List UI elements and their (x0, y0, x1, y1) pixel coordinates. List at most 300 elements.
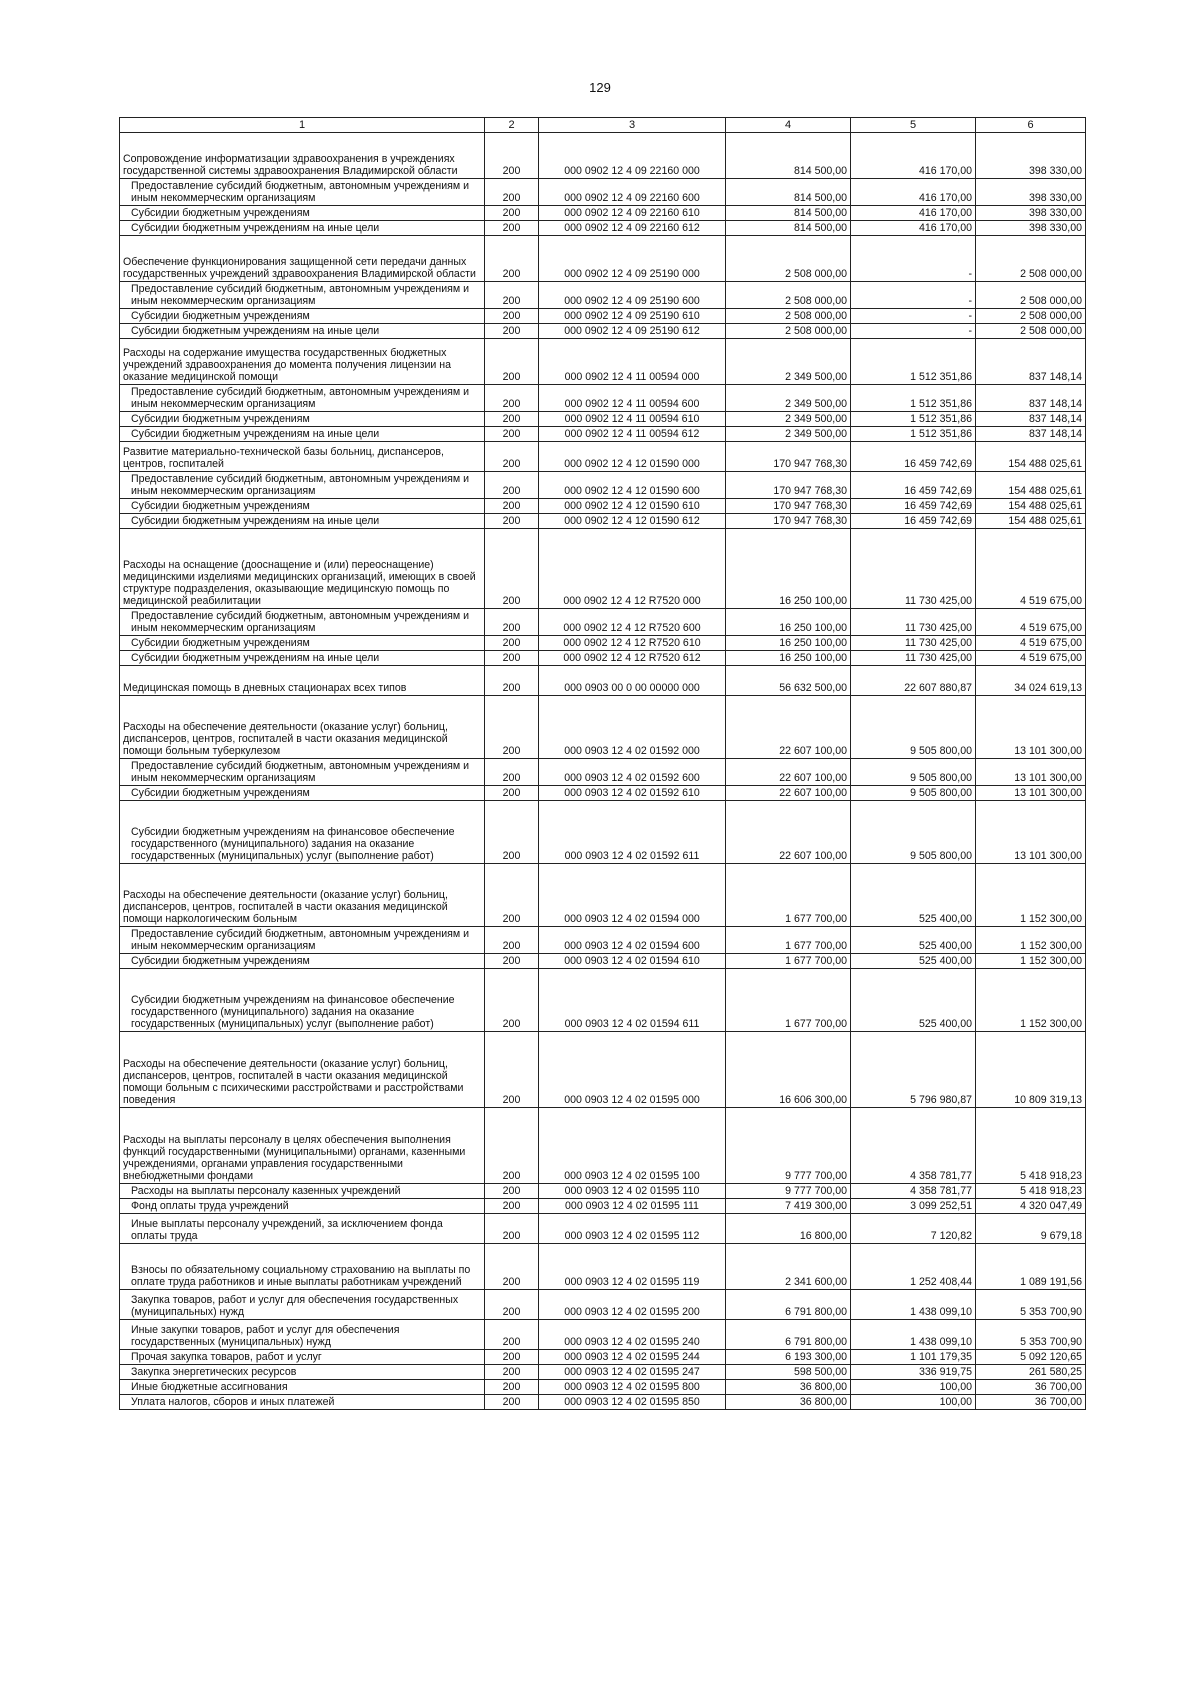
row-admin-code-cell: 200 (485, 412, 539, 427)
row-column-4-cell: 2 508 000,00 (726, 282, 851, 309)
row-column-5-cell: - (851, 309, 976, 324)
row-column-5-cell: 9 505 800,00 (851, 759, 976, 786)
row-classification-code-cell: 000 0903 12 4 02 01595 240 (539, 1320, 726, 1350)
row-column-5-cell: 16 459 742,69 (851, 499, 976, 514)
row-admin-code-cell: 200 (485, 309, 539, 324)
row-admin-code-cell: 200 (485, 927, 539, 954)
row-admin-code-cell: 200 (485, 1395, 539, 1410)
row-column-6-cell: 154 488 025,61 (976, 499, 1086, 514)
table-row (120, 1365, 1086, 1380)
row-classification-code-cell: 000 0903 12 4 02 01595 200 (539, 1290, 726, 1320)
row-classification-code-cell: 000 0903 12 4 02 01595 800 (539, 1380, 726, 1395)
row-admin-code-cell: 200 (485, 472, 539, 499)
row-name-cell: Расходы на обеспечение деятельности (оказание услуг) больниц, диспансеров, центров, госпиталей в части оказания медицинской помощи наркологическим больным (120, 864, 485, 927)
row-name-cell (120, 221, 485, 236)
row-admin-code-cell: 200 (485, 786, 539, 801)
row-column-5-cell: 525 400,00 (851, 954, 976, 969)
row-name-cell (120, 1395, 485, 1410)
table-row (120, 309, 1086, 324)
row-name-text: Предоставление субсидий бюджетным, автономным учреждениям и иным некоммерческим организациям (131, 473, 470, 497)
row-classification-code-cell: 000 0903 12 4 02 01594 610 (539, 954, 726, 969)
table-row (120, 786, 1086, 801)
row-classification-code-cell: 000 0902 12 4 11 00594 000 (539, 339, 726, 385)
row-name-text: Взносы по обязательному социальному страхованию на выплаты по оплате труда работников и иные выплаты работникам учреждений (131, 1264, 471, 1288)
row-column-6-cell: 2 508 000,00 (976, 324, 1086, 339)
row-admin-code-cell: 200 (485, 324, 539, 339)
row-classification-code-cell: 000 0902 12 4 12 R7520 612 (539, 651, 726, 666)
row-name-cell (120, 759, 485, 786)
row-column-6-cell: 4 519 675,00 (976, 636, 1086, 651)
row-name-cell (120, 1350, 485, 1365)
row-column-4-cell: 814 500,00 (726, 221, 851, 236)
row-name-text: Субсидии бюджетным учреждениям на иные цели (131, 652, 380, 664)
row-classification-code-cell: 000 0903 12 4 02 01594 000 (539, 864, 726, 927)
row-name-cell (120, 412, 485, 427)
row-column-5-cell: 9 505 800,00 (851, 801, 976, 864)
row-column-6-cell: 2 508 000,00 (976, 236, 1086, 282)
row-name-text: Субсидии бюджетным учреждениям (131, 637, 310, 649)
row-name-cell (120, 1244, 485, 1290)
row-column-5-cell: - (851, 324, 976, 339)
row-column-5-cell: - (851, 236, 976, 282)
row-name-text: Субсидии бюджетным учреждениям (131, 207, 310, 219)
table-row (120, 221, 1086, 236)
row-name-cell (120, 609, 485, 636)
row-name-text: Предоставление субсидий бюджетным, автономным учреждениям и иным некоммерческим организациям (131, 283, 470, 307)
row-name-text: Субсидии бюджетным учреждениям на иные цели (131, 325, 380, 337)
row-column-4-cell: 22 607 100,00 (726, 759, 851, 786)
row-classification-code-cell: 000 0902 12 4 12 01590 600 (539, 472, 726, 499)
row-column-5-cell: 100,00 (851, 1395, 976, 1410)
row-column-4-cell: 22 607 100,00 (726, 786, 851, 801)
row-classification-code-cell: 000 0902 12 4 09 22160 600 (539, 179, 726, 206)
row-name-cell: Расходы на оснащение (дооснащение и (или) переоснащение) медицинскими изделиями медицинских организаций, имеющих в своей структуре подразделения, оказывающие медицинскую помощь по медицинской реабилитации (120, 529, 485, 609)
row-column-6-cell: 13 101 300,00 (976, 696, 1086, 759)
table-row (120, 529, 1086, 609)
table-row (120, 1244, 1086, 1290)
row-column-4-cell: 2 349 500,00 (726, 412, 851, 427)
table-row (120, 427, 1086, 442)
column-header: 4 (726, 118, 851, 133)
row-column-5-cell: 16 459 742,69 (851, 514, 976, 529)
row-column-6-cell: 837 148,14 (976, 412, 1086, 427)
row-name-text: Закупка товаров, работ и услуг для обеспечения государственных (муниципальных) нужд (131, 1294, 459, 1318)
column-header: 1 (120, 118, 485, 133)
row-admin-code-cell: 200 (485, 282, 539, 309)
row-admin-code-cell: 200 (485, 801, 539, 864)
row-column-6-cell: 2 508 000,00 (976, 282, 1086, 309)
row-column-5-cell: 11 730 425,00 (851, 651, 976, 666)
row-admin-code-cell: 200 (485, 1365, 539, 1380)
row-admin-code-cell: 200 (485, 666, 539, 696)
row-classification-code-cell: 000 0903 12 4 02 01592 000 (539, 696, 726, 759)
row-name-text: Субсидии бюджетным учреждениям (131, 500, 310, 512)
row-column-4-cell: 814 500,00 (726, 133, 851, 179)
row-name-cell (120, 1380, 485, 1395)
row-column-6-cell: 154 488 025,61 (976, 472, 1086, 499)
row-classification-code-cell: 000 0902 12 4 12 01590 610 (539, 499, 726, 514)
row-column-6-cell: 398 330,00 (976, 206, 1086, 221)
row-name-cell (120, 1320, 485, 1350)
row-column-4-cell: 6 193 300,00 (726, 1350, 851, 1365)
row-name-text: Субсидии бюджетным учреждениям на финансовое обеспечение государственного (муниципального) задания на оказание государственных (муниципальных) услуг (выполнение работ) (131, 994, 455, 1030)
row-classification-code-cell: 000 0903 12 4 02 01595 110 (539, 1184, 726, 1199)
page-number: 129 (589, 80, 611, 95)
row-column-5-cell: 416 170,00 (851, 179, 976, 206)
table-row (120, 385, 1086, 412)
row-classification-code-cell: 000 0903 12 4 02 01595 850 (539, 1395, 726, 1410)
row-classification-code-cell: 000 0903 12 4 02 01595 000 (539, 1032, 726, 1108)
row-admin-code-cell: 200 (485, 1199, 539, 1214)
table-row (120, 236, 1086, 282)
row-name-cell (120, 427, 485, 442)
row-column-5-cell: 11 730 425,00 (851, 636, 976, 651)
row-column-5-cell: 16 459 742,69 (851, 442, 976, 472)
row-column-6-cell: 13 101 300,00 (976, 759, 1086, 786)
row-column-5-cell: 416 170,00 (851, 221, 976, 236)
table-row (120, 339, 1086, 385)
row-column-5-cell: 11 730 425,00 (851, 529, 976, 609)
row-column-4-cell: 16 250 100,00 (726, 609, 851, 636)
row-name-cell (120, 786, 485, 801)
row-name-text: Закупка энергетических ресурсов (131, 1366, 297, 1378)
table-row (120, 801, 1086, 864)
row-classification-code-cell: 000 0903 12 4 02 01594 600 (539, 927, 726, 954)
budget-table (119, 117, 1086, 1410)
row-column-5-cell: 5 796 980,87 (851, 1032, 976, 1108)
row-name-cell (120, 1365, 485, 1380)
row-column-6-cell: 5 353 700,90 (976, 1290, 1086, 1320)
row-column-4-cell: 36 800,00 (726, 1380, 851, 1395)
row-name-cell (120, 636, 485, 651)
row-column-5-cell: 525 400,00 (851, 927, 976, 954)
row-column-4-cell: 1 677 700,00 (726, 864, 851, 927)
row-column-6-cell: 398 330,00 (976, 133, 1086, 179)
table-row (120, 954, 1086, 969)
row-name-cell (120, 801, 485, 864)
row-admin-code-cell: 200 (485, 427, 539, 442)
row-column-6-cell: 9 679,18 (976, 1214, 1086, 1244)
row-column-6-cell: 1 152 300,00 (976, 927, 1086, 954)
row-name-cell (120, 514, 485, 529)
row-column-6-cell: 1 152 300,00 (976, 954, 1086, 969)
row-column-4-cell: 814 500,00 (726, 179, 851, 206)
row-name-cell (120, 1214, 485, 1244)
row-column-4-cell: 6 791 800,00 (726, 1290, 851, 1320)
row-name-text: Субсидии бюджетным учреждениям (131, 310, 310, 322)
row-classification-code-cell: 000 0902 12 4 12 01590 000 (539, 442, 726, 472)
table-row (120, 609, 1086, 636)
row-name-cell: Обеспечение функционирования защищенной сети передачи данных государственных учреждений здравоохранения Владимирской области (120, 236, 485, 282)
row-column-5-cell: - (851, 282, 976, 309)
row-column-4-cell: 2 349 500,00 (726, 385, 851, 412)
row-column-4-cell: 9 777 700,00 (726, 1108, 851, 1184)
row-name-text: Иные закупки товаров, работ и услуг для обеспечения государственных (муниципальных) нужд (131, 1324, 400, 1348)
table-row (120, 1320, 1086, 1350)
column-header: 5 (851, 118, 976, 133)
row-column-5-cell: 1 512 351,86 (851, 427, 976, 442)
row-column-4-cell: 36 800,00 (726, 1395, 851, 1410)
row-column-4-cell: 22 607 100,00 (726, 801, 851, 864)
table-row (120, 1184, 1086, 1199)
row-column-6-cell: 154 488 025,61 (976, 442, 1086, 472)
row-admin-code-cell: 200 (485, 339, 539, 385)
row-column-6-cell: 13 101 300,00 (976, 801, 1086, 864)
row-admin-code-cell: 200 (485, 1290, 539, 1320)
row-column-5-cell: 525 400,00 (851, 969, 976, 1032)
row-classification-code-cell: 000 0902 12 4 09 22160 610 (539, 206, 726, 221)
row-admin-code-cell: 200 (485, 1184, 539, 1199)
row-classification-code-cell: 000 0902 12 4 12 01590 612 (539, 514, 726, 529)
row-column-4-cell: 598 500,00 (726, 1365, 851, 1380)
row-column-4-cell: 1 677 700,00 (726, 969, 851, 1032)
table-row (120, 759, 1086, 786)
table-row (120, 696, 1086, 759)
table-row (120, 969, 1086, 1032)
row-classification-code-cell: 000 0902 12 4 09 25190 610 (539, 309, 726, 324)
table-row (120, 179, 1086, 206)
row-classification-code-cell: 000 0902 12 4 11 00594 610 (539, 412, 726, 427)
row-column-5-cell: 1 101 179,35 (851, 1350, 976, 1365)
row-admin-code-cell: 200 (485, 442, 539, 472)
row-classification-code-cell: 000 0903 12 4 02 01592 611 (539, 801, 726, 864)
row-column-4-cell: 814 500,00 (726, 206, 851, 221)
row-column-6-cell: 837 148,14 (976, 427, 1086, 442)
table-row (120, 636, 1086, 651)
row-column-5-cell: 336 919,75 (851, 1365, 976, 1380)
row-column-6-cell: 5 418 918,23 (976, 1184, 1086, 1199)
row-name-cell (120, 472, 485, 499)
row-classification-code-cell: 000 0902 12 4 09 22160 000 (539, 133, 726, 179)
row-column-4-cell: 16 606 300,00 (726, 1032, 851, 1108)
table-row (120, 651, 1086, 666)
row-column-4-cell: 2 508 000,00 (726, 324, 851, 339)
row-admin-code-cell: 200 (485, 1350, 539, 1365)
column-header: 3 (539, 118, 726, 133)
row-name-text: Прочая закупка товаров, работ и услуг (131, 1351, 322, 1363)
row-name-cell (120, 206, 485, 221)
row-admin-code-cell: 200 (485, 385, 539, 412)
row-classification-code-cell: 000 0903 12 4 02 01592 600 (539, 759, 726, 786)
row-column-5-cell: 3 099 252,51 (851, 1199, 976, 1214)
row-name-text: Предоставление субсидий бюджетным, автономным учреждениям и иным некоммерческим организациям (131, 386, 470, 410)
row-column-4-cell: 170 947 768,30 (726, 472, 851, 499)
row-name-text: Субсидии бюджетным учреждениям на иные цели (131, 515, 380, 527)
row-column-4-cell: 2 349 500,00 (726, 427, 851, 442)
row-column-6-cell: 398 330,00 (976, 179, 1086, 206)
table-row (120, 282, 1086, 309)
row-classification-code-cell: 000 0903 12 4 02 01595 119 (539, 1244, 726, 1290)
row-column-4-cell: 2 508 000,00 (726, 236, 851, 282)
row-name-cell (120, 651, 485, 666)
row-admin-code-cell: 200 (485, 759, 539, 786)
row-name-text: Субсидии бюджетным учреждениям (131, 787, 310, 799)
row-column-5-cell: 1 512 351,86 (851, 339, 976, 385)
row-name-cell (120, 969, 485, 1032)
row-name-cell (120, 309, 485, 324)
row-name-text: Субсидии бюджетным учреждениям на иные цели (131, 428, 380, 440)
table-row (120, 1108, 1086, 1184)
table-row (120, 206, 1086, 221)
row-admin-code-cell: 200 (485, 529, 539, 609)
row-classification-code-cell: 000 0902 12 4 11 00594 612 (539, 427, 726, 442)
row-classification-code-cell: 000 0902 12 4 09 25190 000 (539, 236, 726, 282)
row-column-5-cell: 1 512 351,86 (851, 385, 976, 412)
row-admin-code-cell: 200 (485, 206, 539, 221)
row-classification-code-cell: 000 0903 12 4 02 01595 112 (539, 1214, 726, 1244)
table-row (120, 1350, 1086, 1365)
row-column-6-cell: 10 809 319,13 (976, 1032, 1086, 1108)
row-name-cell: Развитие материально-технической базы больниц, диспансеров, центров, госпиталей (120, 442, 485, 472)
row-column-4-cell: 22 607 100,00 (726, 696, 851, 759)
row-admin-code-cell: 200 (485, 1320, 539, 1350)
row-name-text: Субсидии бюджетным учреждениям (131, 413, 310, 425)
row-classification-code-cell: 000 0902 12 4 09 25190 600 (539, 282, 726, 309)
row-column-5-cell: 525 400,00 (851, 864, 976, 927)
row-column-6-cell: 2 508 000,00 (976, 309, 1086, 324)
row-classification-code-cell: 000 0903 12 4 02 01595 111 (539, 1199, 726, 1214)
row-name-cell (120, 179, 485, 206)
row-admin-code-cell: 200 (485, 1244, 539, 1290)
row-name-text: Иные выплаты персоналу учреждений, за исключением фонда оплаты труда (131, 1218, 443, 1242)
column-header: 6 (976, 118, 1086, 133)
row-column-6-cell: 36 700,00 (976, 1395, 1086, 1410)
row-column-6-cell: 5 092 120,65 (976, 1350, 1086, 1365)
row-name-cell (120, 282, 485, 309)
table-row (120, 412, 1086, 427)
table-row (120, 1214, 1086, 1244)
row-column-5-cell: 22 607 880,87 (851, 666, 976, 696)
table-row (120, 442, 1086, 472)
row-name-cell (120, 324, 485, 339)
row-column-5-cell: 416 170,00 (851, 133, 976, 179)
row-admin-code-cell: 200 (485, 969, 539, 1032)
row-classification-code-cell: 000 0902 12 4 11 00594 600 (539, 385, 726, 412)
row-column-5-cell: 9 505 800,00 (851, 696, 976, 759)
row-name-text: Субсидии бюджетным учреждениям на иные цели (131, 222, 380, 234)
column-header-row (120, 118, 1086, 133)
row-classification-code-cell: 000 0902 12 4 12 R7520 610 (539, 636, 726, 651)
row-column-4-cell: 170 947 768,30 (726, 442, 851, 472)
row-admin-code-cell: 200 (485, 221, 539, 236)
row-name-cell: Сопровождение информатизации здравоохранения в учреждениях государственной системы здравоохранения Владимирской области (120, 133, 485, 179)
row-column-6-cell: 837 148,14 (976, 385, 1086, 412)
row-column-6-cell: 34 024 619,13 (976, 666, 1086, 696)
row-name-text: Фонд оплаты труда учреждений (131, 1200, 289, 1212)
row-name-cell (120, 927, 485, 954)
row-column-6-cell: 398 330,00 (976, 221, 1086, 236)
row-column-5-cell: 1 512 351,86 (851, 412, 976, 427)
row-classification-code-cell: 000 0903 12 4 02 01595 100 (539, 1108, 726, 1184)
row-column-4-cell: 2 508 000,00 (726, 309, 851, 324)
row-column-4-cell: 1 677 700,00 (726, 954, 851, 969)
row-name-text: Предоставление субсидий бюджетным, автономным учреждениям и иным некоммерческим организациям (131, 928, 470, 952)
table-row (120, 666, 1086, 696)
row-column-5-cell: 1 438 099,10 (851, 1290, 976, 1320)
row-column-5-cell: 9 505 800,00 (851, 786, 976, 801)
row-column-6-cell: 4 519 675,00 (976, 529, 1086, 609)
row-column-4-cell: 16 800,00 (726, 1214, 851, 1244)
row-classification-code-cell: 000 0903 12 4 02 01595 247 (539, 1365, 726, 1380)
row-admin-code-cell: 200 (485, 1108, 539, 1184)
row-name-text: Предоставление субсидий бюджетным, автономным учреждениям и иным некоммерческим организациям (131, 180, 470, 204)
row-column-6-cell: 261 580,25 (976, 1365, 1086, 1380)
row-column-5-cell: 416 170,00 (851, 206, 976, 221)
row-column-5-cell: 4 358 781,77 (851, 1108, 976, 1184)
row-column-5-cell: 4 358 781,77 (851, 1184, 976, 1199)
table-row (120, 927, 1086, 954)
row-column-6-cell: 4 519 675,00 (976, 609, 1086, 636)
row-name-cell: Медицинская помощь в дневных стационарах всех типов (120, 666, 485, 696)
row-name-text: Расходы на выплаты персоналу казенных учреждений (131, 1185, 401, 1197)
row-classification-code-cell: 000 0902 12 4 09 25190 612 (539, 324, 726, 339)
row-column-4-cell: 56 632 500,00 (726, 666, 851, 696)
row-column-6-cell: 4 519 675,00 (976, 651, 1086, 666)
row-admin-code-cell: 200 (485, 651, 539, 666)
row-column-5-cell: 1 438 099,10 (851, 1320, 976, 1350)
row-classification-code-cell: 000 0903 12 4 02 01595 244 (539, 1350, 726, 1365)
row-name-cell (120, 499, 485, 514)
row-column-4-cell: 170 947 768,30 (726, 514, 851, 529)
row-admin-code-cell: 200 (485, 696, 539, 759)
row-name-cell: Расходы на выплаты персоналу в целях обеспечения выполнения функций государственными (муниципальными) органами, казенными учреждениями, органами управления государственными внебюджетными фондами (120, 1108, 485, 1184)
row-column-6-cell: 5 418 918,23 (976, 1108, 1086, 1184)
row-name-cell: Расходы на обеспечение деятельности (оказание услуг) больниц, диспансеров, центров, госпиталей в части оказания медицинской помощи больным туберкулезом (120, 696, 485, 759)
row-column-4-cell: 170 947 768,30 (726, 499, 851, 514)
row-column-6-cell: 1 152 300,00 (976, 864, 1086, 927)
row-classification-code-cell: 000 0903 12 4 02 01592 610 (539, 786, 726, 801)
row-column-5-cell: 100,00 (851, 1380, 976, 1395)
row-column-5-cell: 11 730 425,00 (851, 609, 976, 636)
row-name-cell (120, 1184, 485, 1199)
row-column-4-cell: 9 777 700,00 (726, 1184, 851, 1199)
row-column-4-cell: 2 349 500,00 (726, 339, 851, 385)
table-row (120, 324, 1086, 339)
row-classification-code-cell: 000 0903 12 4 02 01594 611 (539, 969, 726, 1032)
row-column-4-cell: 16 250 100,00 (726, 651, 851, 666)
row-classification-code-cell: 000 0902 12 4 12 R7520 600 (539, 609, 726, 636)
row-name-text: Субсидии бюджетным учреждениям на финансовое обеспечение государственного (муниципального) задания на оказание государственных (муниципальных) услуг (выполнение работ) (131, 826, 455, 862)
row-admin-code-cell: 200 (485, 636, 539, 651)
table-row (120, 864, 1086, 927)
row-admin-code-cell: 200 (485, 133, 539, 179)
row-admin-code-cell: 200 (485, 954, 539, 969)
row-name-text: Иные бюджетные ассигнования (131, 1381, 288, 1393)
row-admin-code-cell: 200 (485, 864, 539, 927)
row-name-text: Предоставление субсидий бюджетным, автономным учреждениям и иным некоммерческим организациям (131, 610, 470, 634)
row-admin-code-cell: 200 (485, 179, 539, 206)
row-name-cell (120, 1290, 485, 1320)
row-column-4-cell: 16 250 100,00 (726, 636, 851, 651)
table-body (120, 133, 1086, 1410)
row-admin-code-cell: 200 (485, 236, 539, 282)
table-row (120, 1395, 1086, 1410)
row-admin-code-cell: 200 (485, 1032, 539, 1108)
row-column-5-cell: 7 120,82 (851, 1214, 976, 1244)
row-column-4-cell: 16 250 100,00 (726, 529, 851, 609)
row-admin-code-cell: 200 (485, 499, 539, 514)
row-name-cell (120, 954, 485, 969)
row-name-cell: Расходы на обеспечение деятельности (оказание услуг) больниц, диспансеров, центров, госпиталей в части оказания медицинской помощи больным с психическими расстройствами и расстройствами поведения (120, 1032, 485, 1108)
row-admin-code-cell: 200 (485, 514, 539, 529)
row-classification-code-cell: 000 0902 12 4 12 R7520 000 (539, 529, 726, 609)
row-admin-code-cell: 200 (485, 1214, 539, 1244)
row-classification-code-cell: 000 0903 00 0 00 00000 000 (539, 666, 726, 696)
row-admin-code-cell: 200 (485, 1380, 539, 1395)
row-column-4-cell: 1 677 700,00 (726, 927, 851, 954)
row-name-text: Субсидии бюджетным учреждениям (131, 955, 310, 967)
table-row (120, 133, 1086, 179)
